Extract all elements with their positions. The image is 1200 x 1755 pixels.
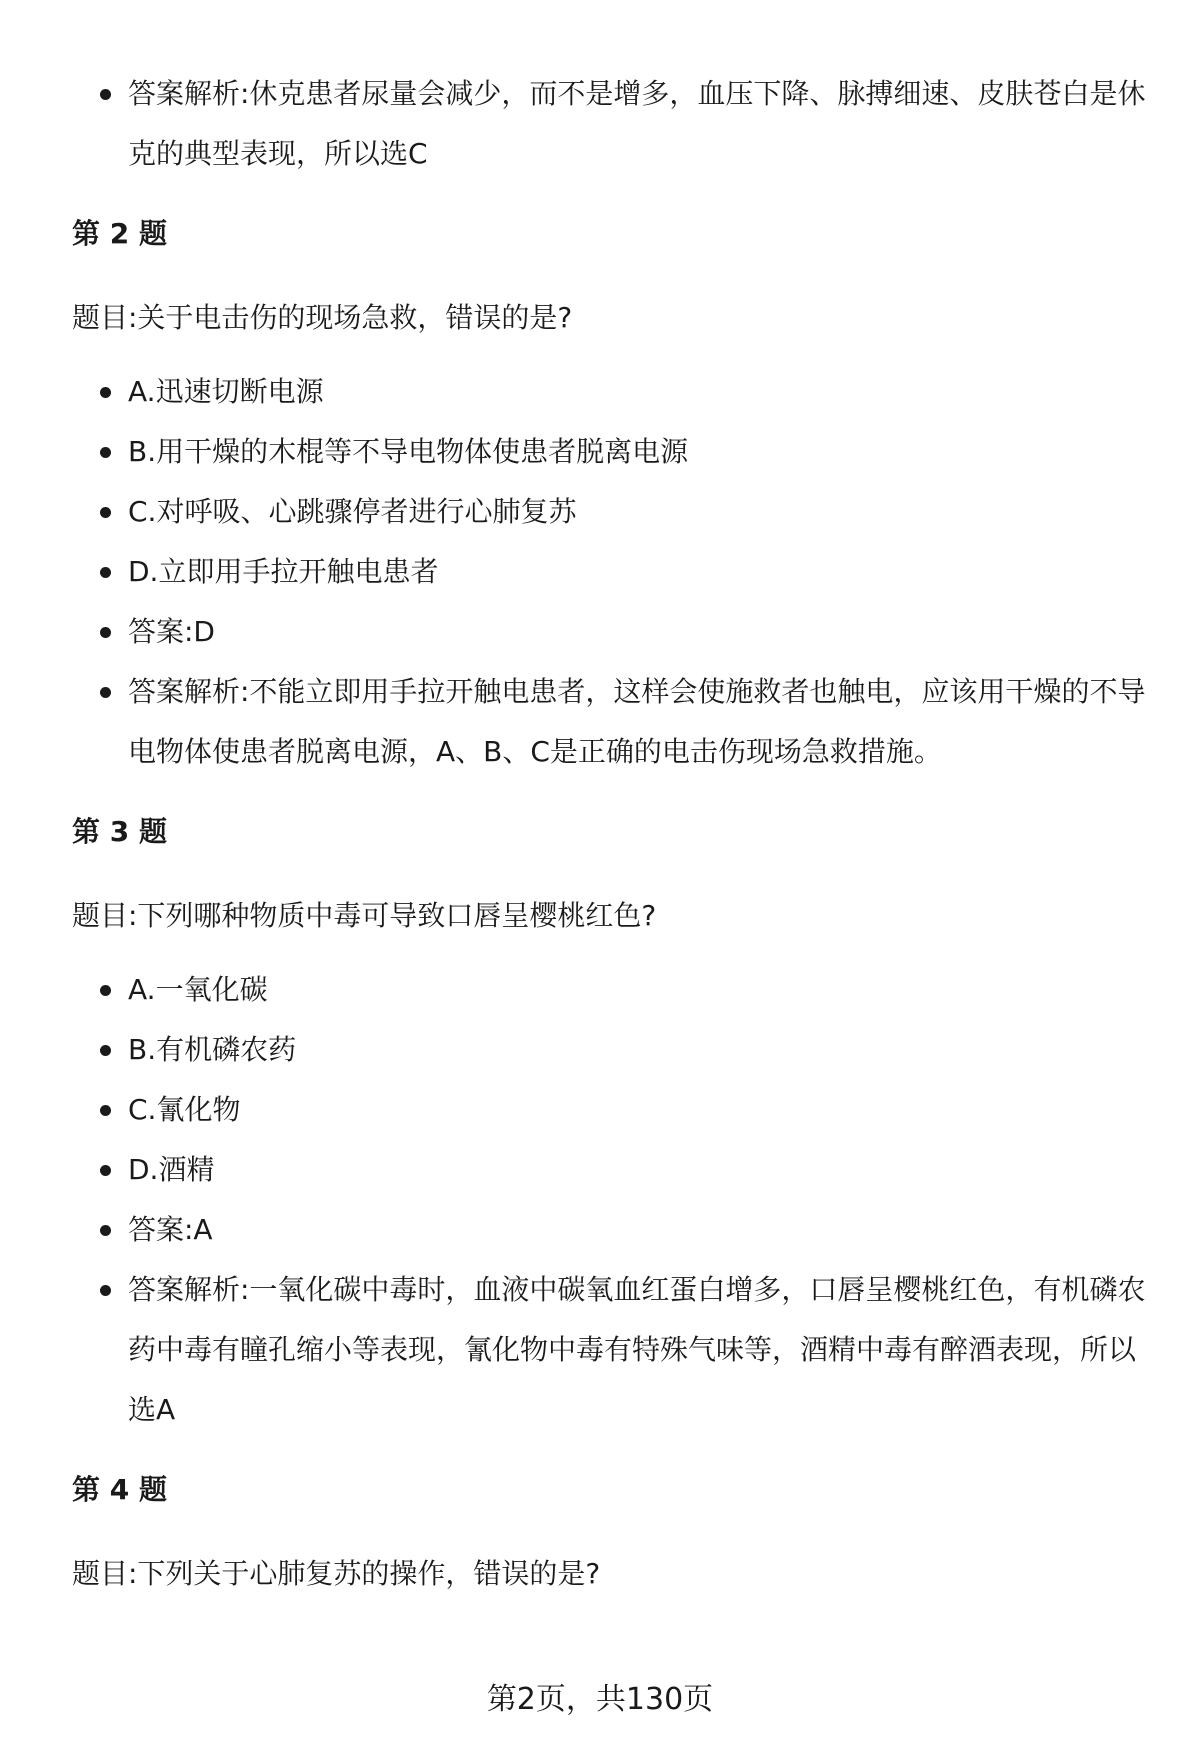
- option-d: D.酒精: [72, 1140, 1152, 1200]
- question-4: [72, 1470, 1152, 1594]
- answer-explanation: 答案解析:一氧化碳中毒时，血液中碳氧血红蛋白增多，口唇呈樱桃红色，有机磷农药中毒有瞳孔缩小等表现，氰化物中毒有特殊气味等，酒精中毒有醉酒表现，所以选A: [72, 1260, 1152, 1440]
- option-list: [72, 960, 1152, 1440]
- option-b: B.有机磷农药: [72, 1020, 1152, 1080]
- question-3: [72, 812, 1152, 1440]
- question-heading: 第 4 题: [72, 1473, 167, 1506]
- answer: 答案:A: [72, 1200, 1152, 1260]
- question-heading: 第 2 题: [72, 217, 167, 250]
- option-c: C.对呼吸、心跳骤停者进行心肺复苏: [72, 482, 1152, 542]
- option-b: B.用干燥的木棍等不导电物体使患者脱离电源: [72, 422, 1152, 482]
- question-text: 题目:关于电击伤的现场急救，错误的是?: [72, 301, 573, 334]
- answer-explanation: 答案解析:不能立即用手拉开触电患者，这样会使施救者也触电，应该用干燥的不导电物体使患者脱离电源，A、B、C是正确的电击伤现场急救措施。: [72, 662, 1152, 782]
- question-heading: 第 3 题: [72, 815, 167, 848]
- option-a: A.一氧化碳: [72, 960, 1152, 1020]
- document-body: [72, 64, 1152, 1618]
- option-c: C.氰化物: [72, 1080, 1152, 1140]
- option-list: [72, 362, 1152, 782]
- page-indicator: 第2页，共130页: [486, 1682, 714, 1717]
- question-2: [72, 214, 1152, 782]
- question-text: 题目:下列关于心肺复苏的操作，错误的是?: [72, 1557, 601, 1590]
- q1-explanation: 答案解析:休克患者尿量会减少，而不是增多，血压下降、脉搏细速、皮肤苍白是休克的典型表现，所以选C: [72, 64, 1152, 184]
- answer: 答案:D: [72, 602, 1152, 662]
- q1-carryover-list: [72, 64, 1152, 184]
- question-text: 题目:下列哪种物质中毒可导致口唇呈樱桃红色?: [72, 899, 657, 932]
- option-d: D.立即用手拉开触电患者: [72, 542, 1152, 602]
- option-a: A.迅速切断电源: [72, 362, 1152, 422]
